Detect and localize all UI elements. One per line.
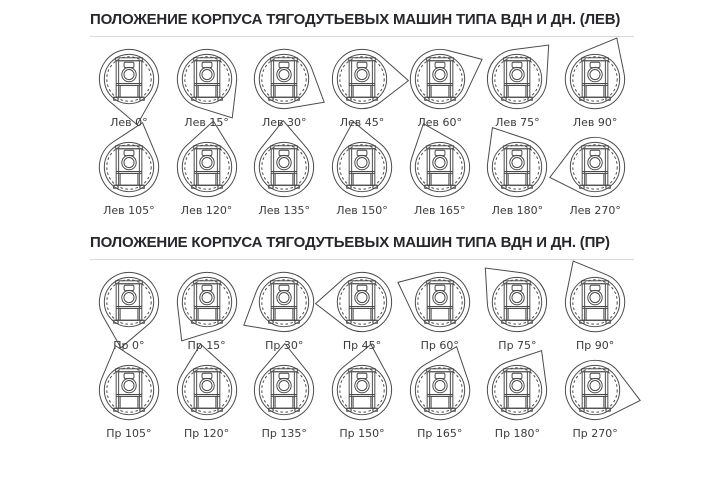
terminal-box bbox=[590, 150, 600, 155]
inlet-circle bbox=[493, 54, 542, 103]
section-lev bbox=[90, 10, 634, 217]
terminal-box bbox=[590, 373, 600, 378]
fan-housing-diagram bbox=[169, 268, 245, 338]
pedestal-block bbox=[275, 396, 293, 408]
inlet-circle bbox=[570, 54, 619, 103]
fan-label: Пр 270° bbox=[572, 427, 618, 440]
shaft-circle-inner bbox=[202, 158, 212, 168]
fan-housing-diagram bbox=[91, 45, 167, 115]
shaft-circle-inner bbox=[202, 70, 212, 80]
fan-housing-diagram bbox=[169, 356, 245, 426]
fan-label: Пр 105° bbox=[106, 427, 152, 440]
pedestal-block bbox=[586, 308, 604, 320]
fan-housing-diagram bbox=[479, 268, 555, 338]
terminal-box bbox=[202, 373, 212, 378]
fan-housing-diagram bbox=[402, 45, 478, 115]
pedestal-block bbox=[198, 85, 216, 97]
shaft-circle-inner bbox=[279, 158, 289, 168]
impeller-dashed-circle bbox=[340, 57, 384, 101]
fan-housing-diagram bbox=[324, 45, 400, 115]
fan-position-cell bbox=[556, 268, 634, 352]
fan-housing-diagram bbox=[246, 45, 322, 115]
fan-housing-diagram bbox=[557, 45, 633, 115]
fan-label: Пр 120° bbox=[183, 427, 230, 440]
terminal-box bbox=[124, 373, 134, 378]
impeller-dashed-circle bbox=[495, 145, 539, 189]
shaft-circle-inner bbox=[435, 158, 445, 168]
fan-housing-diagram bbox=[402, 133, 478, 203]
impeller-dashed-circle bbox=[184, 368, 228, 412]
shaft-circle-inner bbox=[124, 158, 134, 168]
section-pr-grid-row1 bbox=[90, 268, 634, 352]
fan-position-cell bbox=[479, 268, 557, 352]
shaft-circle-inner bbox=[202, 293, 212, 303]
fan-position-cell bbox=[245, 356, 323, 440]
pedestal-block bbox=[353, 85, 371, 97]
pedestal-block bbox=[509, 308, 527, 320]
section-pr-grid-row2 bbox=[90, 356, 634, 440]
shaft-circle-inner bbox=[357, 70, 367, 80]
pedestal-block bbox=[120, 85, 138, 97]
terminal-box bbox=[357, 150, 367, 155]
impeller-dashed-circle bbox=[417, 145, 461, 189]
pedestal-block bbox=[353, 173, 371, 185]
terminal-box bbox=[435, 285, 445, 290]
terminal-box bbox=[357, 373, 367, 378]
shaft-circle-inner bbox=[124, 70, 134, 80]
fan-label: Лев 45° bbox=[339, 116, 385, 129]
shaft-circle-inner bbox=[202, 381, 212, 391]
fan-label: Пр 150° bbox=[339, 427, 385, 440]
shaft-circle-inner bbox=[357, 381, 367, 391]
shaft-circle-inner bbox=[124, 381, 134, 391]
fan-label: Пр 75° bbox=[498, 339, 537, 352]
fan-housing-diagram bbox=[557, 356, 633, 426]
shaft-circle-inner bbox=[590, 158, 600, 168]
fan-position-cell bbox=[245, 268, 323, 352]
impeller-dashed-circle bbox=[495, 280, 539, 324]
fan-position-cell bbox=[245, 133, 323, 217]
fan-position-cell bbox=[556, 356, 634, 440]
impeller-dashed-circle bbox=[495, 57, 539, 101]
fan-label: Пр 60° bbox=[420, 339, 459, 352]
fan-position-cell bbox=[401, 268, 479, 352]
fan-housing-diagram bbox=[557, 268, 633, 338]
pedestal-block bbox=[431, 85, 449, 97]
impeller-dashed-circle bbox=[495, 368, 539, 412]
fan-position-cell bbox=[90, 356, 168, 440]
fan-housing-diagram bbox=[324, 356, 400, 426]
fan-housing-diagram bbox=[557, 133, 633, 203]
impeller-dashed-circle bbox=[340, 145, 384, 189]
terminal-box bbox=[590, 62, 600, 67]
fan-housing-diagram bbox=[402, 356, 478, 426]
fan-position-cell bbox=[90, 133, 168, 217]
terminal-box bbox=[202, 285, 212, 290]
pedestal-block bbox=[120, 173, 138, 185]
fan-housing-diagram bbox=[479, 45, 555, 115]
shaft-circle-inner bbox=[590, 381, 600, 391]
fan-label: Лев 30° bbox=[262, 116, 307, 129]
impeller-dashed-circle bbox=[573, 280, 617, 324]
pedestal-block bbox=[198, 396, 216, 408]
scroll-volute-outline bbox=[566, 261, 625, 332]
pedestal-block bbox=[120, 308, 138, 320]
inlet-circle bbox=[104, 54, 153, 103]
terminal-box bbox=[512, 150, 522, 155]
fan-label: Пр 45° bbox=[342, 339, 382, 352]
fan-label: Пр 165° bbox=[417, 427, 463, 440]
fan-position-cell bbox=[323, 356, 401, 440]
fan-label: Пр 0° bbox=[113, 339, 145, 352]
pedestal-block bbox=[353, 308, 371, 320]
fan-label: Лев 15° bbox=[184, 116, 229, 129]
fan-housing-diagram bbox=[246, 268, 322, 338]
section-lev-title: ПОЛОЖЕНИЕ КОРПУСА ТЯГОДУТЬЕВЫХ МАШИН ТИПА ВДН И ДН. (ЛЕВ) bbox=[90, 10, 634, 37]
pedestal-block bbox=[431, 173, 449, 185]
impeller-dashed-circle bbox=[340, 280, 384, 324]
shaft-circle-inner bbox=[279, 293, 289, 303]
impeller-dashed-circle bbox=[184, 280, 228, 324]
shaft-circle-inner bbox=[435, 381, 445, 391]
impeller-dashed-circle bbox=[262, 280, 306, 324]
impeller-dashed-circle bbox=[107, 280, 151, 324]
impeller-dashed-circle bbox=[417, 368, 461, 412]
impeller-dashed-circle bbox=[184, 57, 228, 101]
pedestal-block bbox=[275, 173, 293, 185]
fan-position-cell bbox=[479, 133, 557, 217]
fan-housing-diagram bbox=[479, 356, 555, 426]
fan-position-cell bbox=[90, 45, 168, 129]
terminal-box bbox=[202, 62, 212, 67]
fan-position-cell bbox=[323, 133, 401, 217]
shaft-circle-inner bbox=[512, 381, 522, 391]
shaft-circle-inner bbox=[357, 158, 367, 168]
shaft-circle-inner bbox=[435, 293, 445, 303]
fan-housing-diagram bbox=[246, 133, 322, 203]
fan-label: Пр 180° bbox=[494, 427, 541, 440]
terminal-box bbox=[357, 285, 367, 290]
impeller-dashed-circle bbox=[573, 57, 617, 101]
terminal-box bbox=[435, 150, 445, 155]
inlet-circle bbox=[182, 54, 231, 103]
pedestal-block bbox=[353, 396, 371, 408]
shaft-circle-inner bbox=[512, 158, 522, 168]
fan-housing-diagram bbox=[479, 133, 555, 203]
inlet-circle bbox=[415, 54, 464, 103]
section-pr-title: ПОЛОЖЕНИЕ КОРПУСА ТЯГОДУТЬЕВЫХ МАШИН ТИПА ВДН И ДН. (ПР) bbox=[90, 233, 634, 260]
pedestal-block bbox=[586, 396, 604, 408]
terminal-box bbox=[590, 285, 600, 290]
fan-position-cell bbox=[556, 133, 634, 217]
fan-label: Лев 165° bbox=[413, 204, 466, 217]
pedestal-block bbox=[586, 85, 604, 97]
fan-housing-diagram bbox=[169, 45, 245, 115]
fan-label: Лев 150° bbox=[336, 204, 388, 217]
fan-label: Пр 30° bbox=[265, 339, 304, 352]
shaft-circle-inner bbox=[435, 70, 445, 80]
fan-label: Лев 90° bbox=[572, 116, 618, 129]
fan-label: Пр 135° bbox=[261, 427, 307, 440]
fan-label: Пр 90° bbox=[576, 339, 615, 352]
fan-housing-diagram bbox=[91, 356, 167, 426]
terminal-box bbox=[357, 62, 367, 67]
terminal-box bbox=[279, 285, 289, 290]
terminal-box bbox=[279, 373, 289, 378]
section-lev-grid-row1 bbox=[90, 45, 634, 129]
fan-position-cell bbox=[168, 356, 246, 440]
fan-label: Лев 180° bbox=[491, 204, 544, 217]
shaft-circle-inner bbox=[590, 293, 600, 303]
shaft-circle-inner bbox=[590, 70, 600, 80]
section-pr bbox=[90, 233, 634, 440]
pedestal-block bbox=[120, 396, 138, 408]
terminal-box bbox=[124, 285, 134, 290]
terminal-box bbox=[435, 373, 445, 378]
fan-label: Лев 0° bbox=[110, 116, 148, 129]
impeller-dashed-circle bbox=[417, 280, 461, 324]
fan-housing-diagram bbox=[246, 356, 322, 426]
fan-position-cell bbox=[90, 268, 168, 352]
fan-label: Лев 120° bbox=[180, 204, 233, 217]
fan-housing-diagram bbox=[324, 268, 400, 338]
fan-position-cell bbox=[556, 45, 634, 129]
fan-housing-diagram bbox=[91, 268, 167, 338]
scroll-volute-outline bbox=[565, 38, 624, 109]
pedestal-block bbox=[509, 173, 527, 185]
terminal-box bbox=[435, 62, 445, 67]
fan-label: Лев 105° bbox=[103, 204, 155, 217]
fan-label: Лев 60° bbox=[417, 116, 462, 129]
shaft-circle-inner bbox=[124, 293, 134, 303]
pedestal-block bbox=[275, 85, 293, 97]
scroll-volute-outline bbox=[488, 128, 547, 197]
inlet-circle bbox=[337, 54, 386, 103]
pedestal-block bbox=[431, 308, 449, 320]
impeller-dashed-circle bbox=[340, 368, 384, 412]
pedestal-block bbox=[275, 308, 293, 320]
fan-housing-diagram bbox=[91, 133, 167, 203]
impeller-dashed-circle bbox=[573, 368, 617, 412]
pedestal-block bbox=[431, 396, 449, 408]
fan-housing-diagram bbox=[169, 133, 245, 203]
terminal-box bbox=[279, 62, 289, 67]
terminal-box bbox=[124, 150, 134, 155]
shaft-circle-inner bbox=[512, 70, 522, 80]
pedestal-block bbox=[198, 173, 216, 185]
pedestal-block bbox=[198, 308, 216, 320]
fan-position-cell bbox=[168, 45, 246, 129]
impeller-dashed-circle bbox=[262, 145, 306, 189]
shaft-circle-inner bbox=[279, 70, 289, 80]
impeller-dashed-circle bbox=[107, 57, 151, 101]
scroll-volute-outline bbox=[488, 351, 547, 420]
pedestal-block bbox=[509, 85, 527, 97]
fan-label: Лев 75° bbox=[495, 116, 540, 129]
fan-label: Лев 270° bbox=[569, 204, 621, 217]
impeller-dashed-circle bbox=[417, 57, 461, 101]
impeller-dashed-circle bbox=[262, 368, 306, 412]
shaft-circle-inner bbox=[512, 293, 522, 303]
impeller-dashed-circle bbox=[184, 145, 228, 189]
inlet-circle bbox=[260, 54, 309, 103]
shaft-circle-inner bbox=[279, 381, 289, 391]
fan-position-cell bbox=[168, 133, 246, 217]
fan-label: Пр 15° bbox=[187, 339, 226, 352]
terminal-box bbox=[512, 373, 522, 378]
fan-label: Лев 135° bbox=[258, 204, 311, 217]
pedestal-block bbox=[509, 396, 527, 408]
fan-position-cell bbox=[323, 268, 401, 352]
terminal-box bbox=[124, 62, 134, 67]
impeller-dashed-circle bbox=[262, 57, 306, 101]
terminal-box bbox=[512, 62, 522, 67]
fan-position-cell bbox=[479, 45, 557, 129]
fan-position-cell bbox=[168, 268, 246, 352]
fan-housing-diagram bbox=[402, 268, 478, 338]
terminal-box bbox=[202, 150, 212, 155]
fan-position-cell bbox=[245, 45, 323, 129]
terminal-box bbox=[512, 285, 522, 290]
section-lev-grid-row2 bbox=[90, 133, 634, 217]
fan-position-cell bbox=[479, 356, 557, 440]
fan-position-cell bbox=[323, 45, 401, 129]
fan-housing-diagram bbox=[324, 133, 400, 203]
fan-position-cell bbox=[401, 133, 479, 217]
impeller-dashed-circle bbox=[573, 145, 617, 189]
pedestal-block bbox=[586, 173, 604, 185]
impeller-dashed-circle bbox=[107, 145, 151, 189]
fan-position-cell bbox=[401, 45, 479, 129]
impeller-dashed-circle bbox=[107, 368, 151, 412]
shaft-circle-inner bbox=[357, 293, 367, 303]
fan-position-cell bbox=[401, 356, 479, 440]
terminal-box bbox=[279, 150, 289, 155]
